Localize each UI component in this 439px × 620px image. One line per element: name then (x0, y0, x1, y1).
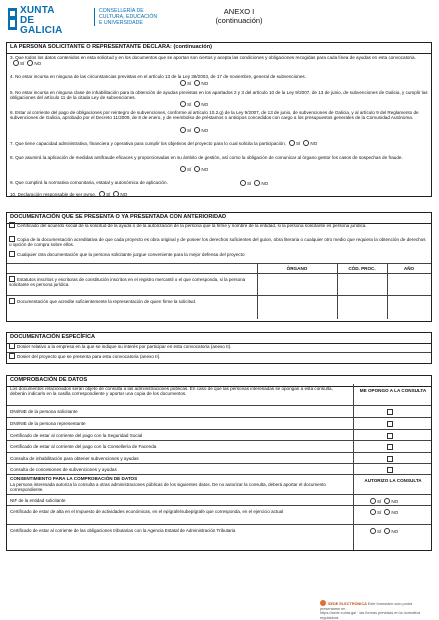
verification-item: Consulta de concesiones de subvenciones y ayudas (10, 467, 117, 472)
data-verification-section (6, 375, 432, 551)
no-label: NO (201, 128, 209, 133)
yes-no-options (237, 180, 268, 186)
conselleria-line2: CULTURA, EDUCACIÓN (99, 14, 158, 20)
conselleria-line1: CONSELLERÍA DE (99, 8, 144, 14)
annex-label: ANEXO I (223, 7, 255, 16)
page-footer (320, 600, 432, 620)
no-option[interactable] (254, 180, 268, 186)
document-checkbox[interactable] (9, 236, 15, 242)
document-text: Copia de la documentación acreditativa de que cada proyecto es obra original y de poseer los derechos suficientes del guion, obra literaria o cualquier otro medio que requiera la obtención de derechos u opción de compra sobre ellos. (9, 237, 426, 248)
yes-radio[interactable] (289, 140, 295, 146)
yes-label: SÍ (187, 128, 192, 133)
consent-item: Certificado de estar de alta en el Impuesto de actividades económicas, en el epígrafe/subepígrafe que corresponda, en el ejercicio actual (10, 509, 284, 514)
declaration-section (6, 42, 432, 197)
annex-continuation: (continuación) (215, 16, 263, 25)
yes-no-options (177, 166, 208, 172)
declaration-item (10, 180, 428, 185)
sede-label: SEDE ELECTRÓNICA (328, 602, 367, 606)
no-radio[interactable] (113, 191, 119, 197)
no-option[interactable] (384, 498, 398, 504)
no-option[interactable] (194, 127, 208, 133)
consent-text: La persona interesada autoriza la consulta a otras administraciones públicas de los siguientes datos. De no autorizar la consulta, deberá aportar el documento correspondiente. (10, 482, 326, 493)
specific-docs-title: DOCUMENTACIÓN ESPECÍFICA (7, 333, 431, 344)
yes-no-options (367, 528, 398, 534)
yes-radio[interactable] (99, 191, 105, 197)
declaration-title: LA PERSONA SOLICITANTE O REPRESENTANTE DECLARA: (continuación) (7, 43, 431, 54)
yes-label: SÍ (377, 510, 382, 515)
table-divider (257, 263, 258, 319)
oppose-checkbox[interactable] (387, 421, 393, 427)
yes-option[interactable] (180, 101, 191, 107)
column-ano: AÑO (403, 266, 415, 271)
yes-radio[interactable] (240, 180, 246, 186)
specific-doc-item (9, 353, 428, 359)
oppose-checkbox[interactable] (387, 409, 393, 415)
specific-doc-text: Dosier del proyecto que se presenta para esta convocatoria (anexo II). (17, 354, 161, 359)
yes-option[interactable] (180, 127, 191, 133)
declaration-item (10, 55, 428, 67)
yes-no-options (177, 127, 208, 133)
oppose-checkbox[interactable] (387, 456, 393, 462)
oppose-checkbox[interactable] (387, 467, 393, 473)
document-item (9, 236, 428, 248)
document-checkbox[interactable] (9, 222, 15, 228)
yes-label: SÍ (187, 102, 192, 107)
no-label: NO (201, 102, 209, 107)
conselleria-name (94, 8, 157, 26)
no-radio[interactable] (194, 127, 200, 133)
page-header (8, 6, 432, 36)
declaration-item (10, 140, 428, 146)
declaration-text: 9. Que cumplirá la normativa comunitaria, estatal y autonómica de aplicación. (10, 180, 168, 185)
document-item (9, 251, 428, 257)
yes-radio[interactable] (180, 127, 186, 133)
no-option[interactable] (303, 140, 317, 146)
conselleria-line3: E UNIVERSIDADE (99, 20, 143, 26)
verification-item: DNI/NIE de la persona representante (10, 421, 86, 426)
no-label: NO (120, 192, 128, 197)
verification-row (7, 405, 431, 417)
no-option[interactable] (194, 80, 208, 86)
yes-radio[interactable] (180, 80, 186, 86)
no-label: NO (201, 81, 209, 86)
document-text: Certificado del acuerdo social de la solicitud de la ayuda o de la autorización de la persona que la firme y nombre de la entidad, si la persona solicitante es persona jurídica. (17, 223, 367, 228)
yes-no-options (367, 498, 398, 504)
presented-doc-item (9, 276, 249, 287)
no-label: NO (310, 141, 318, 146)
yes-radio[interactable] (180, 101, 186, 107)
declaration-text: 10. Declaración responsable de ser pyme. (10, 192, 97, 197)
document-text: Cualquier otra documentación que la persona solicitante juzgue conveniente para la mejor defensa del proyecto (17, 252, 245, 257)
yes-option[interactable] (180, 80, 191, 86)
authorize-header: AUTORIZO LA CONSULTA (364, 478, 422, 483)
no-option[interactable] (194, 166, 208, 172)
declaration-text: 4. No estar incursa en ninguna de las circunstancias previstas en el artículo 13 de la Ley 38/2003, de 17 de noviembre, general de subvenciones. (10, 74, 306, 79)
yes-no-options (286, 140, 317, 146)
no-option[interactable] (113, 191, 127, 197)
column-cod-proc: CÓD. PROC. (348, 266, 376, 271)
documentation-title: DOCUMENTACIÓN QUE SE PRESENTA O YA PRESENTADA CON ANTERIORIDAD (7, 213, 431, 224)
yes-radio[interactable] (13, 60, 19, 66)
no-label: NO (391, 529, 399, 534)
yes-label: SÍ (296, 141, 301, 146)
specific-doc-item (9, 343, 428, 349)
yes-radio[interactable] (370, 498, 376, 504)
no-option[interactable] (194, 101, 208, 107)
declaration-item (10, 155, 428, 160)
footer-line2: https://sede.xunta.gal · las formas previstas en la normativa reguladora. (320, 611, 421, 620)
yes-option[interactable] (370, 509, 381, 515)
no-label: NO (201, 167, 209, 172)
yes-no-options (96, 191, 127, 197)
sede-icon (320, 600, 326, 606)
no-label: NO (391, 510, 399, 515)
oppose-header: ME OPONGO A LA CONSULTA (359, 388, 427, 393)
consent-row (7, 524, 431, 539)
yes-option[interactable] (370, 528, 381, 534)
consent-item: Certificado de estar al corriente de las obligaciones tributarias con la Agencia Estatal de Administración Tributaria (10, 528, 236, 533)
yes-no-options (367, 509, 398, 515)
presented-doc-row (7, 273, 431, 296)
declaration-text: 3. Que todos los datos contenidos en esta solicitud y en los documentos que se aportan son ciertos y acepta las condiciones y obligaciones recogidas para cada línea de ayudas en esta convocatoria. (10, 55, 416, 60)
no-label: NO (391, 499, 399, 504)
no-radio[interactable] (384, 528, 390, 534)
presented-doc-row (7, 295, 431, 320)
specific-doc-checkbox[interactable] (9, 353, 15, 359)
specific-doc-text: Dosier relativo a la empresa en la que se indique su interés por participar en esta convocatoria (anexo II). (17, 344, 232, 349)
column-organo: ÓRGANO (286, 266, 308, 271)
data-verification-title: COMPROBACIÓN DE DATOS (7, 376, 431, 387)
yes-radio[interactable] (180, 166, 186, 172)
declaration-text: 8. Que asumirá la aplicación de medidas antifraude eficaces y proporcionadas en su ámbito de gestión, así como la obligación de comunicar al órgano gestor los casos de sospechas de fraude. (10, 155, 403, 160)
declaration-text: 7. Que tiene capacidad administrativa, financiera y operativa para cumplir los objetivos del proyecto para lo cual solicita la participación. (10, 141, 287, 146)
row-divider (7, 352, 431, 353)
consent-title: CONSENTIMIENTO PARA LA COMPROBACIÓN DE DATOS (10, 476, 138, 481)
no-radio[interactable] (194, 101, 200, 107)
declaration-item (10, 191, 428, 197)
yes-radio[interactable] (370, 528, 376, 534)
xunta-logo (8, 6, 78, 34)
no-option[interactable] (384, 509, 398, 515)
yes-option[interactable] (99, 191, 110, 197)
yes-label: SÍ (247, 181, 252, 186)
no-radio[interactable] (384, 498, 390, 504)
yes-label: SÍ (377, 529, 382, 534)
annex-title (204, 7, 274, 25)
oppose-checkbox[interactable] (387, 444, 393, 450)
yes-label: SÍ (187, 167, 192, 172)
document-item (9, 222, 428, 228)
presented-doc-item (9, 298, 249, 304)
no-radio[interactable] (254, 180, 260, 186)
no-radio[interactable] (194, 80, 200, 86)
specific-doc-checkbox[interactable] (9, 343, 15, 349)
no-option[interactable] (384, 528, 398, 534)
yes-label: SÍ (377, 499, 382, 504)
verification-row (7, 417, 431, 429)
yes-option[interactable] (370, 498, 381, 504)
presented-doc-checkbox[interactable] (9, 298, 15, 304)
yes-option[interactable] (289, 140, 300, 146)
no-radio[interactable] (384, 509, 390, 515)
consent-item: NIF de la entidad solicitante (10, 498, 66, 503)
yes-radio[interactable] (370, 509, 376, 515)
declaration-text: 6. Estar al corriente del pago de obligaciones por reintegro de subvenciones, conforme al artículo 10.2.g) de la Ley 9/2007, de 13 de junio, de subvenciones de Galicia, y al artículo 9 del Reglamento de subvenciones de Galicia, aprobado por el Decreto 11/2009, de 8 de enero, y de reembolso de préstamos o anticipos concedidos con cargo a los presupuestos generales de la Comunidad Autónoma. (10, 110, 419, 121)
declaration-item (10, 110, 428, 121)
presented-doc-checkbox[interactable] (9, 276, 15, 282)
oppose-checkbox[interactable] (387, 433, 393, 439)
yes-option[interactable] (13, 60, 24, 66)
declaration-item (10, 74, 428, 79)
footer-line1: Este formulario solo podrá presentarse en (320, 602, 413, 611)
no-radio[interactable] (303, 140, 309, 146)
yes-label: SÍ (106, 192, 111, 197)
no-radio[interactable] (194, 166, 200, 172)
no-option[interactable] (27, 60, 41, 66)
yes-no-options (177, 101, 208, 107)
table-divider (387, 263, 388, 319)
yes-label: SÍ (187, 81, 192, 86)
declaration-text: 5. No estar incursa en ninguna clase de inhabilitación para la obtención de ayudas previstas en los apartados 2 y 3 del artículo 10 de la Ley 9/2007, de 13 de junio, de subvenciones de Galicia, y cumplir las obligaciones del artículo 11 de la citada Ley de subvenciones. (10, 90, 428, 101)
no-label: NO (261, 181, 269, 186)
yes-option[interactable] (240, 180, 251, 186)
yes-label: SÍ (20, 61, 25, 67)
documentation-section (6, 212, 432, 322)
consent-header (7, 474, 431, 495)
xunta-emblem-icon (8, 8, 17, 30)
no-label: NO (34, 61, 42, 67)
yes-option[interactable] (180, 166, 191, 172)
logo-line2: DE GALICIA (20, 15, 63, 36)
logo-line1: XUNTA (20, 5, 55, 16)
specific-docs-section (6, 332, 432, 364)
verification-row (7, 440, 431, 452)
verification-item: DNI/NIE de la persona solicitante (10, 409, 78, 414)
verification-item: Certificado de estar al corriente del pago con la Consellería de Facenda (10, 444, 157, 449)
verification-item: Certificado de estar al corriente del pago con la Seguridad Social (10, 433, 143, 438)
declaration-item (10, 90, 428, 101)
yes-no-options (177, 80, 208, 86)
consent-row (7, 505, 431, 525)
no-radio[interactable] (27, 60, 33, 66)
verification-intro: Los documentos relacionados serán objeto de consulta a las administraciones públicas. En caso de que las personas interesadas se opongan a esta consulta, deberán indicarlo en la casilla correspondiente y aportar una copia de los documentos. (10, 386, 333, 397)
presented-doc-text: Documentación que acredite suficientemente la representación de quien firme la solicitud. (17, 299, 197, 304)
verification-item: Consulta de inhabilitación para obtener subvenciones y ayudas (10, 456, 139, 461)
yes-no-options (10, 60, 41, 66)
presented-doc-text: Estatutos inscritos y escrituras de constitución inscritos en el registro mercantil o el que corresponda, si la persona solicitante es persona jurídica. (9, 277, 246, 288)
table-divider (337, 263, 338, 319)
document-checkbox[interactable] (9, 251, 15, 257)
